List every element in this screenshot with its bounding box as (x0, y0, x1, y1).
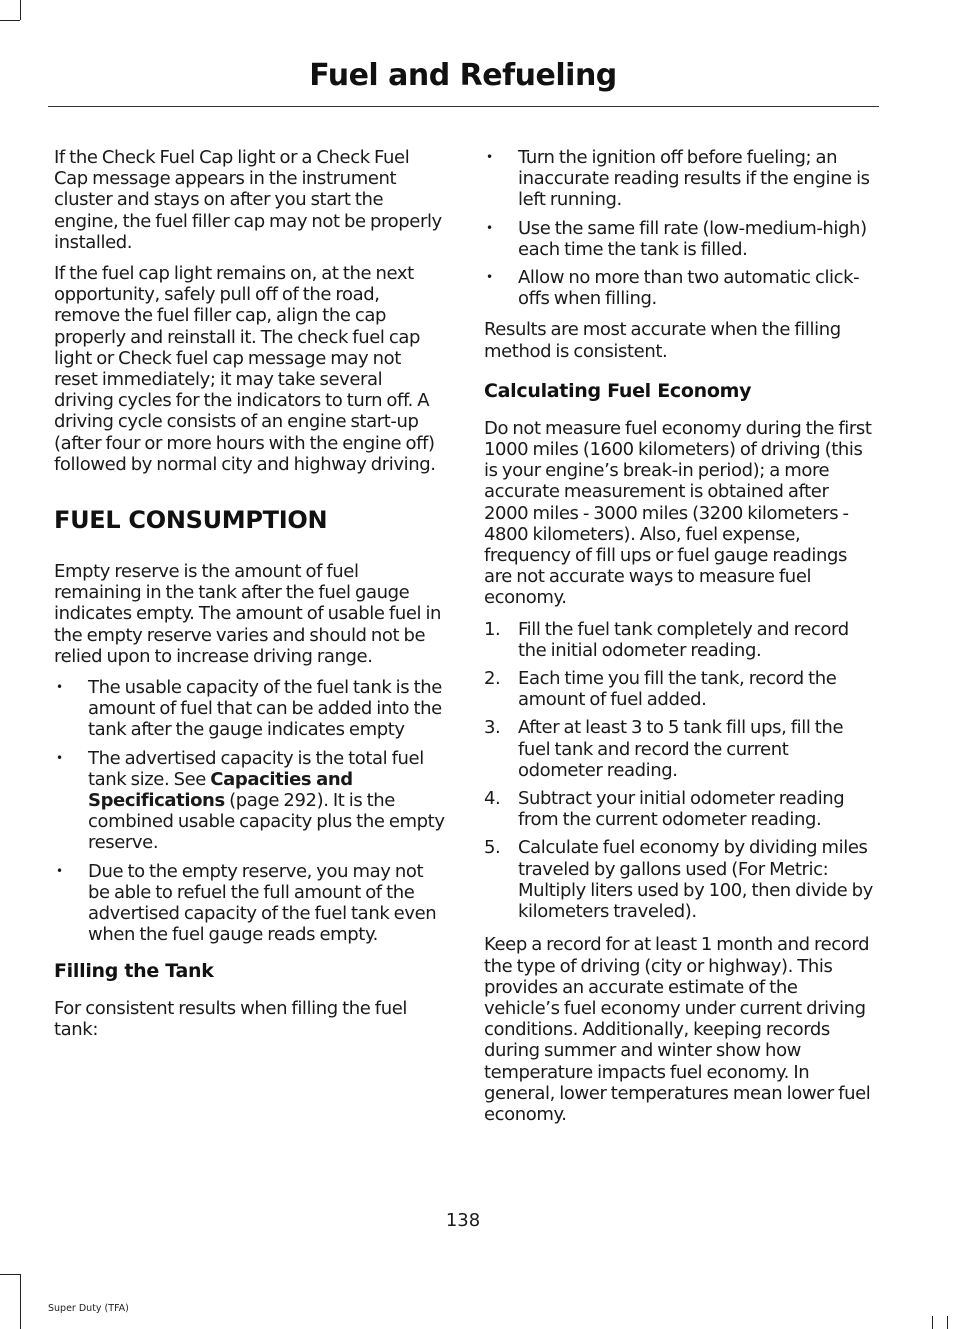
filling-the-tank-heading: Filling the Tank (54, 959, 214, 982)
crop-mark-top-left-horizontal (0, 20, 20, 21)
bullet-marker: • (486, 270, 493, 285)
bullet-marker: • (56, 863, 63, 878)
step-number: 3. (484, 717, 501, 739)
list-item (54, 677, 446, 741)
page-number: 138 (445, 1210, 481, 1231)
list-item-text-after: (page 292). It is the combined usable capacity plus the empty reserve. (88, 790, 445, 854)
bullet-marker: • (56, 680, 63, 695)
list-item (54, 748, 446, 854)
capacities-cross-reference-link[interactable]: Capacities and Specifications (88, 768, 353, 812)
list-item (484, 218, 876, 260)
bullet-marker: • (486, 150, 493, 164)
step-number: 5. (484, 837, 501, 859)
list-item-text-before: The advertised capacity is the total fuel tank size. See (88, 747, 424, 790)
step-text: Fill the fuel tank completely and record the initial odometer reading. (518, 618, 849, 661)
empty-reserve-paragraph: Empty reserve is the amount of fuel remaining in the tank after the fuel gauge indicates empty. The amount of usable fuel in the empty reserve varies and should not be relied upon to increase driving range. (54, 561, 442, 667)
list-item-text: Due to the empty reserve, you may not be able to refuel the full amount of the advertised capacity of the fuel tank even when the fuel gauge reads empty. (88, 860, 437, 946)
numbered-step (484, 619, 876, 661)
numbered-step (484, 788, 876, 830)
left-column (54, 147, 446, 1050)
fuel-cap-light-paragraph: If the fuel cap light remains on, at the next opportunity, safely pull off of the road, remove the fuel filler cap, align the cap properly and reinstall it. The check fuel cap light or Check fuel cap message may not reset immediately; it may take several driving cycles for the indicators to turn off. A driving cycle consists of an engine start-up (after four or more hours with the engine off) followed by normal city and highway driving. (54, 263, 436, 475)
list-item (484, 267, 876, 309)
bullet-marker: • (56, 750, 63, 765)
step-number: 4. (484, 788, 501, 810)
list-item-text: Allow no more than two automatic click-offs when filling. (518, 267, 860, 310)
crop-mark-bottom-left-vertical (20, 1274, 21, 1329)
check-fuel-cap-paragraph: If the Check Fuel Cap light or a Check Fuel Cap message appears in the instrument cluster and stays on after you start the engine, the fuel filler cap may not be properly installed. (54, 147, 442, 253)
step-text: Subtract your initial odometer reading from the current odometer reading. (518, 788, 845, 831)
footer-model-label: Super Duty (TFA) (48, 1303, 129, 1314)
bullet-marker: • (486, 220, 493, 235)
step-number: 2. (484, 668, 501, 690)
fuel-consumption-heading: FUEL CONSUMPTION (54, 506, 328, 535)
step-text: Each time you fill the tank, record the amount of fuel added. (518, 668, 837, 711)
crop-mark-bottom-right-vertical-1 (932, 1316, 933, 1329)
numbered-step (484, 837, 876, 922)
title-divider (48, 106, 879, 107)
record-keeping-paragraph: Keep a record for at least 1 month and record the type of driving (city or highway). This provides an accurate estimate of the vehicle’s fuel economy under current driving conditions. Additionally, keeping records during summer and winter show how temperature impacts fuel economy. In general, lower temperatures mean lower fuel economy. (484, 934, 871, 1125)
right-column (484, 147, 876, 1135)
crop-mark-top-left-vertical (20, 0, 21, 20)
crop-mark-bottom-left-horizontal (0, 1274, 20, 1275)
step-text: After at least 3 to 5 tank fill ups, fill the fuel tank and record the current odometer reading. (518, 717, 844, 781)
calculating-fuel-economy-heading: Calculating Fuel Economy (484, 379, 752, 402)
step-number: 1. (484, 618, 501, 640)
list-item (54, 861, 446, 946)
numbered-step (484, 717, 876, 781)
page-title: Fuel and Refueling (309, 58, 617, 93)
list-item-text: The usable capacity of the fuel tank is the amount of fuel that can be added into the tank after the gauge indicates empty (88, 677, 442, 741)
crop-mark-bottom-right-vertical-2 (947, 1316, 948, 1329)
list-item (484, 147, 876, 211)
numbered-step (484, 668, 876, 710)
step-text: Calculate fuel economy by dividing miles traveled by gallons used (For Metric: Multiply liters used by 100, then divide by kilometers traveled). (518, 837, 873, 923)
filling-intro-paragraph: For consistent results when filling the fuel tank: (54, 997, 407, 1040)
list-item-text: Use the same fill rate (low-medium-high) each time the tank is filled. (518, 217, 867, 260)
list-item-text: Turn the ignition off before fueling; an inaccurate reading results if the engine is left running. (518, 147, 870, 211)
results-paragraph: Results are most accurate when the filling method is consistent. (484, 319, 841, 362)
calculating-intro-paragraph: Do not measure fuel economy during the first 1000 miles (1600 kilometers) of driving (this is your engine’s break-in period); a more accurate measurement is obtained after 2000 miles - 3000 miles (3200 kilometers - 4800 kilometers). Also, fuel expense, frequency of fill ups or fuel gauge readings are not accurate ways to measure fuel economy. (484, 417, 872, 609)
